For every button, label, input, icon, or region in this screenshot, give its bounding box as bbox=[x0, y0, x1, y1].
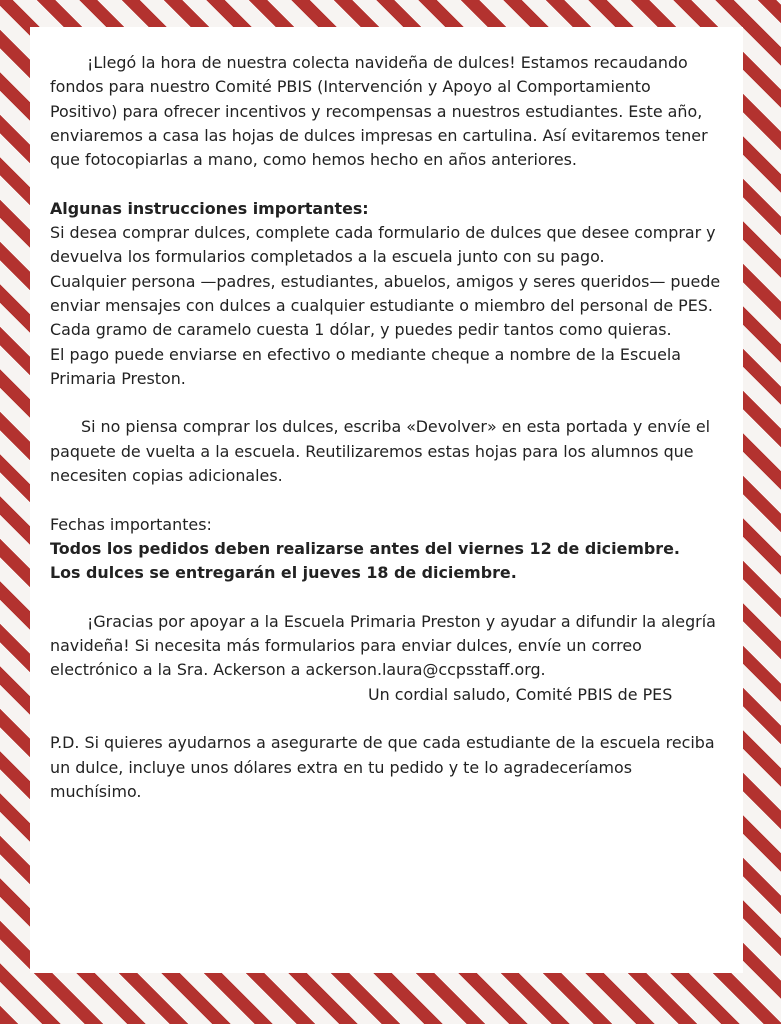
delivery-line: Los dulces se entregarán el jueves 18 de diciembre. bbox=[50, 563, 517, 583]
postscript-paragraph: P.D. Si quieres ayudarnos a asegurarte de que cada estudiante de la escuela reciba un dulce, incluye unos dólares extra en tu pedido y te lo agradeceríamos muchísimo. bbox=[50, 733, 715, 801]
spacer bbox=[50, 391, 723, 415]
return-note-paragraph: Si no piensa comprar los dulces, escriba «Devolver» en esta portada y envíe el paquete de vuelta a la escuela. Reutilizaremos estas hojas para los alumnos que necesiten copias adicionales. bbox=[50, 417, 711, 486]
instructions-heading: Algunas instrucciones importantes: bbox=[50, 198, 369, 218]
intro-paragraph: ¡Llegó la hora de nuestra colecta navideña de dulces! Estamos recaudando fondos para nuestro Comité PBIS (Intervención y Apoyo al Comportamiento Positivo) para ofrecer incentivos y recompensas a nuestros estudiantes. Este año, enviaremos a casa las hojas de dulces impresas en cartulina. Así evitaremos tener que fotocopiarlas a mano, como hemos hecho en años anteriores. bbox=[50, 53, 708, 170]
dates-heading: Fechas importantes: bbox=[50, 514, 212, 534]
spacer bbox=[50, 586, 723, 610]
instruction-item: Si desea comprar dulces, complete cada formulario de dulces que desee comprar y devuelva los formularios completados a la escuela junto con su pago. bbox=[50, 223, 716, 267]
letter-sheet bbox=[30, 27, 743, 973]
deadline-line: Todos los pedidos deben realizarse antes del viernes 12 de diciembre. bbox=[50, 538, 680, 558]
thanks-paragraph: ¡Gracias por apoyar a la Escuela Primaria Preston y ayudar a difundir la alegría navideña! Si necesita más formularios para enviar dulces, envíe un correo electrónico a la Sra. Ackerson a ackerson.laura@ccpsstaff.org. bbox=[50, 611, 716, 680]
spacer bbox=[50, 488, 723, 512]
spacer bbox=[50, 707, 723, 731]
instruction-item: El pago puede enviarse en efectivo o mediante cheque a nombre de la Escuela Primaria Preston. bbox=[50, 344, 681, 388]
instruction-item: Cualquier persona —padres, estudiantes, abuelos, amigos y seres queridos— puede enviar mensajes con dulces a cualquier estudiante o miembro del personal de PES. bbox=[50, 271, 721, 315]
instruction-item: Cada gramo de caramelo cuesta 1 dólar, y puedes pedir tantos como quieras. bbox=[50, 320, 672, 340]
signature: Un cordial saludo, Comité PBIS de PES bbox=[368, 684, 673, 704]
spacer bbox=[50, 172, 723, 196]
